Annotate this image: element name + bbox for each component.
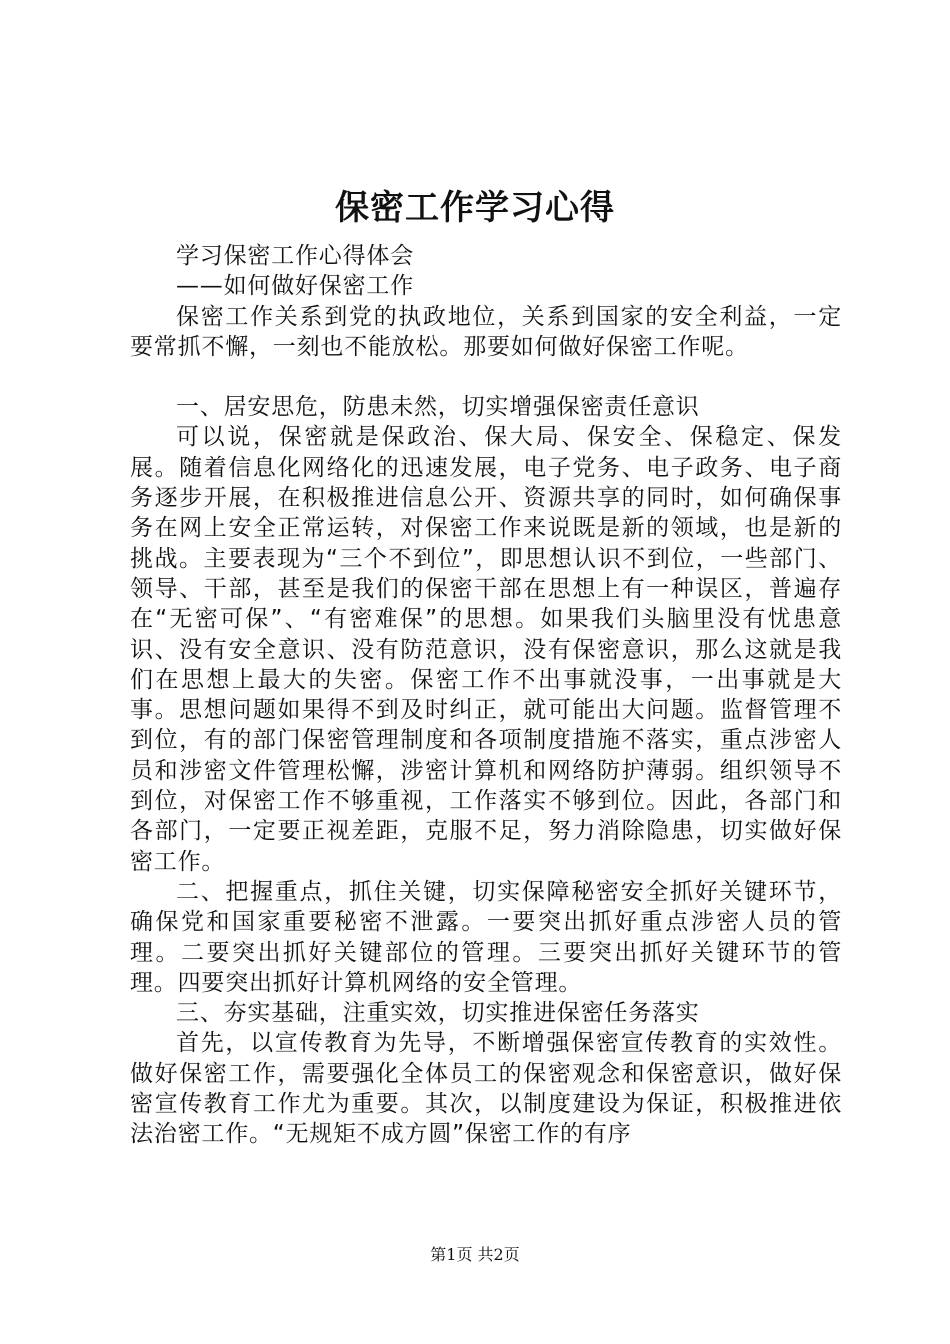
section-heading-3: 三、夯实基础，注重实效，切实推进保密任务落实 [176, 1000, 700, 1027]
section-heading-1: 一、居安思危，防患未然，切实增强保密责任意识 [176, 394, 700, 421]
section-1-paragraph: 可以说，保密就是保政治、保大局、保安全、保稳定、保发展。随着信息化网络化的迅速发展，电子党务、电子政务、电子商务逐步开展，在积极推进信息公开、资源共享的同时，如何确保事务在网上安全正常运转，对保密工作来说既是新的领域，也是新的挑战。主要表现为“三个不到位”，即思想认识不到位，一些部门、领导、干部，甚至是我们的保密干部在思想上有一种误区，普遍存在“无密可保”、“有密难保”的思想。如果我们头脑里没有忧患意识、没有安全意识、没有防范意识，没有保密意识，那么这就是我们在思想上最大的失密。保密工作不出事就没事，一出事就是大事。思想问题如果得不到及时纠正，就可能出大问题。监督管理不到位，有的部门保密管理制度和各项制度措施不落实，重点涉密人员和涉密文件管理松懈，涉密计算机和网络防护薄弱。组织领导不到位，对保密工作不够重视，工作落实不够到位。因此，各部门和各部门，一定要正视差距，克服不足，努力消除隐患，切实做好保密工作。 [130, 424, 842, 875]
document-title: 保密工作学习心得 [335, 188, 615, 228]
intro-paragraph: 保密工作关系到党的执政地位，关系到国家的安全利益，一定要常抓不懈，一刻也不能放松。那要如何做好保密工作呢。 [130, 303, 842, 360]
page-number-footer: 第1页 共2页 [430, 1245, 520, 1264]
section-3-paragraph: 首先，以宣传教育为先导，不断增强保密宣传教育的实效性。做好保密工作，需要强化全体员工的保密观念和保密意识，做好保密宣传教育工作尤为重要。其次，以制度建设为保证，积极推进依法治密工作。“无规矩不成方圆”保密工作的有序 [130, 1030, 842, 1148]
section-2-paragraph: 二、把握重点，抓住关键，切实保障秘密安全抓好关键环节，确保党和国家重要秘密不泄露。一要突出抓好重点涉密人员的管理。二要突出抓好关键部位的管理。三要突出抓好关键环节的管理。四要突出抓好计算机网络的安全管理。 [130, 878, 842, 996]
document-body [130, 241, 842, 1150]
subtitle-dash-line: ——如何做好保密工作 [176, 273, 414, 300]
subtitle-line: 学习保密工作心得体会 [176, 243, 414, 269]
